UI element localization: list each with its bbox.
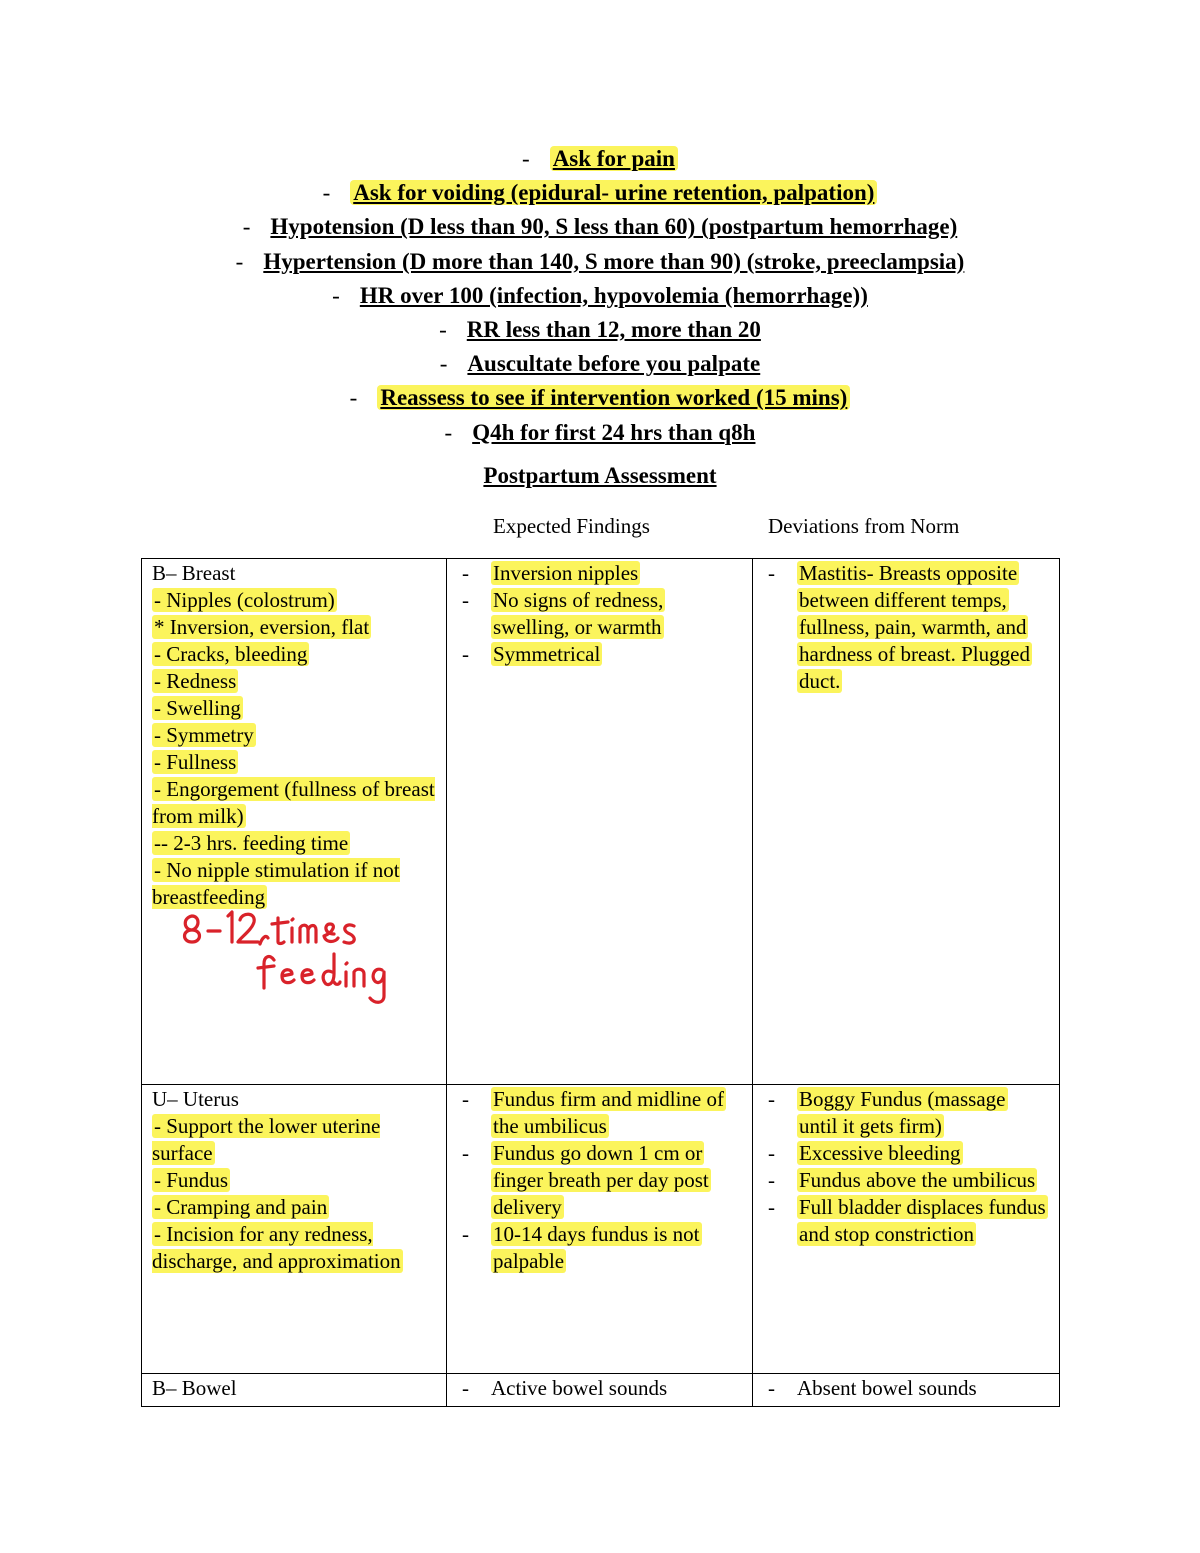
bullet-line [0, 381, 1200, 415]
bullet-dash: - [349, 385, 358, 411]
list-item: - Support the lower uterine surface [152, 1114, 381, 1165]
list-item: - Cracks, bleeding [154, 642, 308, 666]
bullet-dash: - [332, 282, 340, 308]
list-item: - Incision for any redness, discharge, and approximation [152, 1222, 401, 1273]
bullet-line [0, 245, 1200, 279]
table-row [142, 1374, 1060, 1407]
column-header-deviations: Deviations from Norm [768, 514, 960, 538]
deviation-cell [753, 559, 1060, 1085]
category-cell [142, 1374, 447, 1407]
bullet-text: Q4h for first 24 hrs than q8h [472, 419, 756, 445]
bullet-text: Ask for voiding (epidural- urine retention, palpation) [350, 180, 877, 205]
list-item: - Boggy Fundus (massage until it gets firm) [763, 1086, 1049, 1140]
bullet-dash: - [522, 146, 530, 171]
bullet-text: Hypertension (D more than 140, S more than 90) (stroke, preeclampsia) [263, 248, 965, 274]
bullet-dash: - [242, 214, 251, 240]
list-item: - Mastitis- Breasts opposite between different temps, fullness, pain, warmth, and hardness of breast. Plugged duct. [763, 560, 1049, 695]
bullet-line [0, 347, 1200, 381]
list-item: - Fundus firm and midline of the umbilicus [457, 1086, 742, 1140]
expected-cell [447, 559, 753, 1085]
bullet-text: Ask for pain [550, 146, 678, 171]
list-item: - Nipples (colostrum) [154, 588, 335, 612]
list-item: - Swelling [154, 696, 241, 720]
expected-cell [447, 1085, 753, 1374]
bullet-line [0, 176, 1200, 210]
bullet-dash: - [235, 248, 244, 274]
category-label: B– Breast [152, 561, 236, 585]
list-item: - No signs of redness, swelling, or warmth [457, 587, 742, 641]
bullet-line [0, 279, 1200, 313]
bullet-line [0, 210, 1200, 244]
bullet-dash: - [439, 316, 447, 342]
bullet-dash: - [322, 180, 331, 206]
bullet-list [0, 142, 1200, 450]
deviation-cell [753, 1374, 1060, 1407]
list-item: - No nipple stimulation if not breastfeeding [152, 858, 400, 909]
list-item: - Excessive bleeding [763, 1140, 1049, 1167]
list-item: - Inversion nipples [457, 560, 742, 587]
bullet-line [0, 142, 1200, 176]
deviation-cell [753, 1085, 1060, 1374]
list-item: - Absent bowel sounds [763, 1375, 1049, 1402]
category-label: U– Uterus [152, 1087, 239, 1111]
list-item: - Fullness [154, 750, 237, 774]
category-cell [142, 1085, 447, 1374]
section-title: Postpartum Assessment [483, 463, 717, 488]
table-row [142, 1085, 1060, 1374]
bullet-text: Hypotension (D less than 90, S less than 60) (postpartum hemorrhage) [270, 214, 958, 240]
list-item: - Fundus go down 1 cm or finger breath per day post delivery [457, 1140, 742, 1221]
bullet-text: HR over 100 (infection, hypovolemia (hemorrhage)) [359, 282, 868, 308]
list-item: - Symmetry [154, 723, 254, 747]
list-item: * Inversion, eversion, flat [154, 615, 370, 639]
list-item: - Symmetrical [457, 641, 742, 668]
bullet-dash: - [444, 419, 453, 445]
list-item: -- 2-3 hrs. feeding time [154, 831, 349, 855]
list-item: - Fundus above the umbilicus [763, 1167, 1049, 1194]
bullet-dash: - [439, 351, 448, 377]
bullet-line [0, 416, 1200, 450]
list-item: - Redness [154, 669, 237, 693]
list-item: - Active bowel sounds [457, 1375, 742, 1402]
bullet-text: Auscultate before you palpate [467, 351, 761, 377]
category-label: B– Bowel [152, 1376, 237, 1400]
bullet-line [0, 313, 1200, 347]
list-item: - Engorgement (fullness of breast from milk) [152, 777, 435, 828]
expected-cell [447, 1374, 753, 1407]
category-cell [142, 559, 447, 1085]
list-item: - Full bladder displaces fundus and stop constriction [763, 1194, 1049, 1248]
table-row [142, 559, 1060, 1085]
list-item: - Fundus [154, 1168, 229, 1192]
list-item: - Cramping and pain [154, 1195, 328, 1219]
bullet-text: RR less than 12, more than 20 [466, 316, 761, 342]
list-item: - 10-14 days fundus is not palpable [457, 1221, 742, 1275]
column-header-expected: Expected Findings [493, 514, 650, 538]
bullet-text: Reassess to see if intervention worked (15 mins) [377, 385, 850, 410]
handwritten-note [178, 904, 398, 1004]
